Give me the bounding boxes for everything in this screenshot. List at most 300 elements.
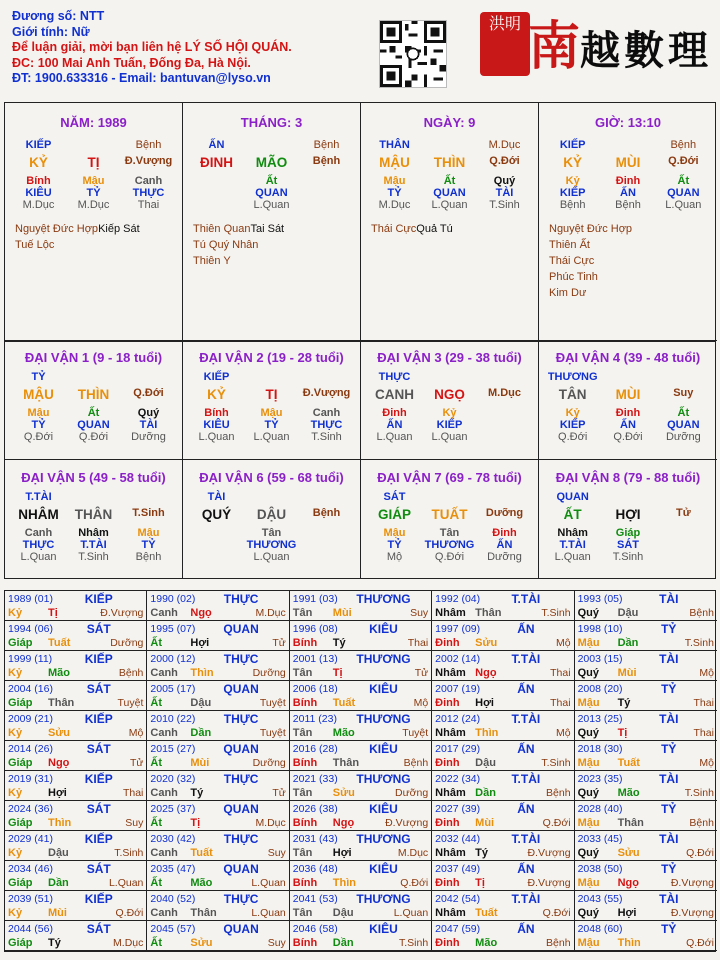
- dai-van-stem-branch: [367, 507, 532, 522]
- annual-phase: L.Quan: [108, 877, 144, 889]
- annual-year: 2040 (52): [150, 893, 196, 905]
- pillar-row-god: THÂN M.Dục: [379, 139, 521, 151]
- dai-van-value: QUAN: [556, 491, 589, 503]
- annual-ten-god: TỶ: [661, 622, 677, 636]
- pillar-row-phases: M.Dục M.Dục Thai: [22, 199, 160, 211]
- annual-branch: Hợi: [48, 787, 67, 799]
- dai-van-value: L.Quan: [376, 431, 413, 443]
- annual-year: 2028 (40): [577, 803, 623, 815]
- annual-year: 1993 (05): [577, 593, 623, 605]
- annual-stem: Bính: [292, 757, 318, 769]
- annual-branch: Tý: [332, 637, 346, 649]
- annual-phase: Mộ: [699, 757, 714, 769]
- dai-van-phases: [367, 551, 532, 563]
- annual-branch: Mùi: [190, 757, 210, 769]
- dai-van-value: T.Sinh: [311, 431, 342, 443]
- annual-branch: Ngọ: [617, 877, 639, 889]
- annual-phase: Đ.Vượng: [385, 817, 429, 829]
- annual-year: 2014 (26): [8, 743, 53, 755]
- annual-year: 2001 (13): [292, 653, 338, 665]
- annual-phase: Mộ: [413, 697, 429, 709]
- annual-ten-god: SÁT: [86, 622, 111, 636]
- dai-van-value: TÀI: [207, 491, 226, 503]
- dai-van-value: [299, 551, 354, 563]
- pillar-title: NGÀY: 9: [423, 115, 476, 130]
- dai-van-god: [545, 371, 711, 383]
- annual-ten-god: T.TÀI: [511, 712, 541, 726]
- annual-year: 2039 (51): [8, 893, 53, 905]
- annual-cell: [290, 651, 432, 681]
- annual-stem: Mậu: [577, 877, 600, 889]
- dai-van-value: ẤN: [386, 419, 403, 431]
- pillar-row-hidden: Ất: [265, 175, 278, 187]
- annual-year: 2031 (43): [292, 833, 338, 845]
- annual-stem: Ất: [150, 637, 162, 649]
- annual-cell: [290, 711, 432, 741]
- annual-year: 2013 (25): [577, 713, 623, 725]
- annual-year: 2008 (20): [577, 683, 623, 695]
- annual-ten-god: QUAN: [223, 622, 259, 636]
- dai-van-value: TỶ: [141, 539, 156, 551]
- annual-phase: Tử: [272, 637, 286, 649]
- annual-phase: Dưỡng: [252, 667, 286, 679]
- annual-branch: Dần: [475, 787, 496, 799]
- annual-ten-god: THỰC: [223, 712, 259, 726]
- annual-cell: [5, 861, 147, 891]
- dai-van-value: [189, 539, 244, 551]
- annual-stem: Nhâm: [435, 787, 466, 799]
- annual-year: 2020 (32): [150, 773, 196, 785]
- annual-cell: [575, 921, 717, 951]
- dai-van-value: L.Quan: [20, 551, 57, 563]
- annual-year: 2044 (56): [8, 923, 53, 935]
- dai-van-value: Q.Đới: [558, 431, 588, 443]
- dai-van-value: Q.Đới: [23, 431, 54, 443]
- annual-ten-god: THƯƠNG: [356, 772, 411, 786]
- dai-van-value: ẤN: [620, 419, 636, 431]
- dai-van-value: [189, 527, 244, 539]
- logo-first-char: 南: [528, 16, 585, 77]
- pillar-row-stem-branch: ĐINH MÃO Bệnh: [200, 155, 341, 170]
- dai-van-value: [656, 551, 711, 563]
- dai-van-value: L.Quan: [198, 431, 235, 443]
- dai-van-value: Quý: [137, 407, 160, 419]
- annual-branch: Sửu: [190, 937, 213, 949]
- annual-stem: Canh: [150, 847, 178, 859]
- annual-ten-god: KIẾP: [84, 892, 113, 906]
- annual-branch: Sửu: [48, 727, 71, 739]
- dai-van-value: THỰC: [22, 539, 55, 551]
- annual-phase: T.Sinh: [398, 937, 429, 949]
- dai-van-value: SÁT: [616, 539, 639, 551]
- annual-branch: Tị: [617, 727, 628, 739]
- annual-year: 1998 (10): [577, 623, 623, 635]
- annual-ten-god: KIẾP: [84, 772, 113, 786]
- pillar-row-hidden-gods: KIẾP ẤN QUAN: [559, 187, 700, 199]
- annual-cell: [5, 891, 147, 921]
- annual-cell: [147, 741, 289, 771]
- annual-stem: Ất: [150, 937, 162, 949]
- annual-stem: Ất: [150, 817, 162, 829]
- dai-van-value: Dưỡng: [131, 431, 166, 443]
- annual-cell: [290, 921, 432, 951]
- dai-van-value: Ất: [87, 407, 100, 419]
- annual-phase: Suy: [267, 847, 286, 859]
- dai-van-phases: [11, 551, 176, 563]
- dai-van-value: T.TÀI: [559, 539, 586, 551]
- annual-stem: Tân: [292, 727, 313, 739]
- annual-year: 2022 (34): [435, 773, 481, 785]
- annual-year: 2006 (18): [292, 683, 338, 695]
- annual-phase: T.Sinh: [684, 787, 714, 799]
- annual-stem: Ất: [150, 697, 162, 709]
- annual-cell: [147, 711, 289, 741]
- dai-van-value: T.Sinh: [612, 551, 644, 563]
- dai-van-value: Nhâm: [78, 527, 109, 539]
- annual-phase: Đ.Vượng: [670, 907, 714, 919]
- annual-branch: Ngọ: [332, 817, 355, 829]
- dai-van-value: Tân: [439, 527, 460, 539]
- annual-year: 1991 (03): [292, 593, 338, 605]
- dai-van-god: [189, 371, 354, 383]
- annual-cell: [290, 891, 432, 921]
- annual-phase: Q.Đới: [542, 817, 571, 829]
- annual-stem: Quý: [577, 667, 599, 679]
- annual-branch: Mão: [332, 727, 355, 739]
- annual-stem: Giáp: [8, 937, 33, 949]
- annual-year: 2029 (41): [8, 833, 53, 845]
- dai-van-hidden: [545, 407, 711, 419]
- annual-ten-god: T.TÀI: [511, 652, 541, 666]
- dai-van-value: HỢI: [615, 507, 641, 522]
- dai-van-value: [477, 431, 532, 443]
- annual-cell: [575, 621, 717, 651]
- brand-logo: [528, 4, 712, 79]
- dai-van-hidden: [545, 527, 711, 539]
- annual-year: 1994 (06): [8, 623, 53, 635]
- annual-stem: Quý: [577, 787, 599, 799]
- annual-phase: Thai: [407, 637, 429, 649]
- annual-phase: Q.Đới: [115, 907, 144, 919]
- annual-year: 2026 (38): [292, 803, 338, 815]
- annual-phase: Mộ: [699, 667, 714, 679]
- dai-van-value: L.Quan: [253, 431, 290, 443]
- annual-phase: Q.Đới: [542, 907, 571, 919]
- annual-cell: [290, 831, 432, 861]
- dai-van-value: KIẾP: [436, 419, 463, 431]
- annual-branch: Tị: [190, 817, 201, 829]
- annual-year: 1992 (04): [435, 593, 481, 605]
- annual-cell: [5, 651, 147, 681]
- annual-stem: Mậu: [577, 817, 600, 829]
- annual-stem: Tân: [292, 907, 313, 919]
- pillar-row-hidden: Bính Mậu Canh: [26, 175, 163, 187]
- annual-cell: [575, 831, 717, 861]
- annual-cell: [5, 771, 147, 801]
- pillar-row-god: KIẾP Bệnh: [25, 139, 162, 151]
- annual-phase: Bệnh: [546, 937, 571, 949]
- dai-van-value: Canh: [312, 407, 341, 419]
- qr-code[interactable]: [379, 20, 447, 88]
- owner-gender: Giới tính: Nữ: [12, 24, 90, 39]
- annual-year: 1989 (01): [8, 593, 53, 605]
- annual-phase: Đ.Vượng: [670, 877, 714, 889]
- annual-phase: Dưỡng: [110, 637, 144, 649]
- annual-ten-god: SÁT: [86, 682, 111, 696]
- annual-ten-god: KIẾP: [84, 592, 113, 606]
- annual-branch: Dần: [332, 937, 354, 949]
- pillar-title: THÁNG: 3: [240, 115, 303, 130]
- annual-branch: Dậu: [332, 907, 354, 919]
- annual-year: 2009 (21): [8, 713, 53, 725]
- annual-cell: [432, 921, 574, 951]
- annual-ten-god: TÀI: [659, 652, 679, 666]
- annual-branch: Hợi: [475, 697, 494, 709]
- dai-van-hidden-gods: [545, 419, 711, 431]
- dai-van-value: Mậu: [383, 527, 406, 539]
- annual-branch: Hợi: [617, 907, 637, 919]
- annual-ten-god: QUAN: [223, 862, 259, 876]
- annual-branch: Thân: [48, 697, 75, 709]
- annual-cell: [432, 861, 574, 891]
- dai-van-value: M.Dục: [488, 387, 521, 399]
- annual-branch: Tuất: [48, 637, 71, 649]
- dai-van-title: ĐẠI VẬN 3 (29 - 38 tuổi): [377, 350, 522, 365]
- dai-van-stem-branch: [11, 387, 176, 402]
- annual-year: 2023 (35): [577, 773, 623, 785]
- annual-year: 2010 (22): [150, 713, 196, 725]
- dai-van-hidden: [189, 527, 354, 539]
- dai-van-value: Q.Đới: [133, 387, 164, 399]
- annual-phase: Suy: [267, 937, 286, 949]
- annual-year: 1996 (08): [292, 623, 338, 635]
- pillar-title: NĂM: 1989: [60, 115, 127, 130]
- annual-phase: Q.Đới: [400, 877, 429, 889]
- dai-van-phases: [545, 551, 711, 563]
- annual-branch: Mão: [48, 667, 70, 679]
- annual-stem: Nhâm: [435, 727, 466, 739]
- annual-year: 2016 (28): [292, 743, 338, 755]
- annual-cell: [432, 651, 574, 681]
- logo-rest: 越數理: [580, 27, 713, 74]
- annual-stem: Mậu: [577, 697, 600, 709]
- dai-van-value: [299, 527, 354, 539]
- dai-van-value: GIÁP: [377, 507, 411, 522]
- annual-phase: Thai: [550, 697, 571, 709]
- annual-branch: Tuất: [475, 907, 498, 919]
- annual-stem: Tân: [292, 607, 313, 619]
- annual-year: 2024 (36): [8, 803, 53, 815]
- annual-stem: Bính: [292, 817, 318, 829]
- pillar-row-stem-branch: KỶ TỊ Đ.Vượng: [29, 155, 173, 170]
- annual-branch: Thìn: [475, 727, 499, 739]
- dai-van-value: T.TÀI: [25, 491, 52, 503]
- dai-van-value: TỶ: [31, 419, 46, 431]
- annual-phase: Tuyệt: [259, 727, 286, 739]
- dai-van-value: KIẾP: [203, 371, 230, 383]
- annual-year: 2025 (37): [150, 803, 196, 815]
- annual-stem: Mậu: [577, 637, 600, 649]
- annual-stem: Ất: [150, 757, 162, 769]
- pillar-hour: [539, 103, 717, 341]
- annual-ten-god: KIÊU: [369, 682, 398, 696]
- annual-phase: Suy: [125, 817, 144, 829]
- annual-ten-god: THƯƠNG: [356, 832, 411, 846]
- annual-ten-god: THỰC: [223, 772, 259, 786]
- annual-year: 2019 (31): [8, 773, 53, 785]
- annual-phase: Mộ: [128, 727, 144, 739]
- dai-van-stem-branch: [545, 387, 711, 402]
- annual-ten-god: ẤN: [517, 622, 535, 636]
- dai-van-value: Q.Đới: [613, 431, 643, 443]
- dai-van-value: NGỌ: [434, 387, 465, 402]
- annual-year: 2030 (42): [150, 833, 196, 845]
- dai-van-6: [183, 460, 361, 578]
- annual-cell: [147, 801, 289, 831]
- annual-branch: Dậu: [190, 697, 212, 709]
- annual-phase: Mộ: [555, 727, 571, 739]
- pillar-row-hidden: Kỷ Đinh Ất: [565, 175, 690, 187]
- annual-year: 2018 (30): [577, 743, 623, 755]
- dai-van-3: [361, 340, 539, 460]
- annual-branch: Ngọ: [475, 667, 497, 679]
- annual-ten-god: QUAN: [223, 802, 259, 816]
- annual-year: 2036 (48): [292, 863, 338, 875]
- dai-van-value: Bệnh: [135, 551, 162, 563]
- dai-van-value: TỶ: [387, 539, 402, 551]
- annual-year: 2015 (27): [150, 743, 196, 755]
- dai-van-value: TUẤT: [431, 507, 468, 522]
- owner-info: [12, 9, 292, 87]
- dai-van-hidden-gods: [11, 419, 176, 431]
- annual-cell: [5, 711, 147, 741]
- header: [0, 0, 720, 98]
- dai-van-value: THỰC: [310, 419, 343, 431]
- owner-name: Đương số: NTT: [12, 9, 105, 23]
- dai-van-value: QUAN: [77, 419, 110, 431]
- annual-ten-god: TÀI: [659, 892, 679, 906]
- annual-ten-god: KIẾP: [84, 712, 113, 726]
- dai-van-phases: [189, 551, 354, 563]
- dai-van-value: Ất: [677, 407, 690, 419]
- annual-stem: Đinh: [435, 817, 460, 829]
- annual-branch: Mùi: [48, 907, 67, 919]
- annual-branch: Dần: [48, 877, 69, 889]
- dai-van-value: THÌN: [77, 387, 110, 402]
- annual-phase: Tử: [129, 757, 144, 769]
- annual-branch: Mùi: [475, 817, 495, 829]
- annual-stem: Kỷ: [8, 847, 23, 859]
- annual-luck-table: [4, 590, 716, 952]
- dai-van-god: [11, 491, 176, 503]
- annual-branch: Dần: [190, 727, 212, 739]
- annual-cell: [432, 771, 574, 801]
- dai-van-value: THÂN: [74, 507, 113, 522]
- annual-ten-god: ẤN: [517, 922, 535, 936]
- annual-branch: Sửu: [617, 847, 640, 859]
- contact-invite: Để luận giải, mời bạn liên hệ LÝ SỐ HỘI QUÁN.: [12, 40, 292, 54]
- dai-van-value: DẬU: [256, 507, 287, 522]
- dai-van-value: L.Quan: [554, 551, 591, 563]
- annual-ten-god: ẤN: [517, 862, 535, 876]
- annual-phase: Q.Đới: [686, 937, 714, 949]
- dai-van-value: [477, 407, 532, 419]
- annual-cell: [147, 651, 289, 681]
- annual-phase: Dưỡng: [252, 757, 286, 769]
- annual-year: 2032 (44): [435, 833, 481, 845]
- annual-stem: Quý: [577, 727, 599, 739]
- pillar-row-phases: Bệnh Bệnh L.Quan: [559, 199, 702, 211]
- annual-ten-god: QUAN: [223, 742, 259, 756]
- annual-branch: Tý: [190, 787, 204, 799]
- annual-cell: [290, 591, 432, 621]
- annual-year: 2004 (16): [8, 683, 53, 695]
- pillar-day: [361, 103, 539, 341]
- annual-stem: Tân: [292, 667, 313, 679]
- annual-phase: T.Sinh: [541, 757, 571, 769]
- dai-van-value: Mậu: [260, 407, 283, 419]
- annual-cell: [147, 621, 289, 651]
- dai-van-value: TÀI: [139, 419, 158, 431]
- annual-phase: Đ.Vượng: [527, 877, 571, 889]
- annual-ten-god: TỶ: [661, 862, 677, 876]
- annual-cell: [147, 831, 289, 861]
- annual-cell: [290, 801, 432, 831]
- annual-branch: Tị: [332, 667, 343, 679]
- annual-branch: Tuất: [617, 757, 640, 769]
- pillar-row-phases: M.Dục L.Quan T.Sinh: [378, 199, 520, 211]
- dai-van-hidden-gods: [189, 419, 354, 431]
- dai-van-value: TỶ: [264, 419, 279, 431]
- annual-stem: Canh: [150, 727, 178, 739]
- pillar-year: [5, 103, 183, 341]
- dai-van-hidden: [189, 407, 354, 419]
- dai-van-stem-branch: [189, 387, 354, 402]
- annual-year: 2000 (12): [150, 653, 196, 665]
- pillar-row-stem-branch: MẬU THÌN Q.Đới: [379, 155, 520, 170]
- dai-van-value: Kỷ: [442, 407, 457, 419]
- annual-year: 2003 (15): [577, 653, 623, 665]
- annual-ten-god: THƯƠNG: [356, 652, 411, 666]
- dai-van-value: Mậu: [27, 407, 50, 419]
- annual-stem: Ất: [150, 877, 162, 889]
- annual-stem: Đinh: [435, 637, 460, 649]
- annual-cell: [575, 711, 717, 741]
- dai-van-hidden: [11, 407, 176, 419]
- annual-stem: Giáp: [8, 877, 33, 889]
- annual-ten-god: QUAN: [223, 682, 259, 696]
- annual-stem: Nhâm: [435, 907, 466, 919]
- annual-phase: M.Dục: [255, 817, 286, 829]
- pillar-title: GIỜ: 13:10: [594, 115, 661, 130]
- annual-cell: [432, 801, 574, 831]
- pillar-row-hidden-gods: KIÊU TỶ THỰC: [25, 187, 165, 199]
- seal-text: 洪明: [488, 14, 521, 33]
- annual-year: 1995 (07): [150, 623, 196, 635]
- dai-van-stem-branch: [189, 507, 354, 522]
- annual-branch: Thân: [190, 907, 217, 919]
- annual-branch: Mùi: [617, 667, 637, 679]
- annual-ten-god: T.TÀI: [511, 772, 541, 786]
- annual-cell: [5, 681, 147, 711]
- dai-van-value: THƯƠNG: [424, 539, 475, 551]
- annual-phase: Đ.Vượng: [527, 847, 571, 859]
- dai-van-8: [539, 460, 717, 578]
- annual-ten-god: THỰC: [223, 892, 259, 906]
- annual-stem: Quý: [577, 607, 599, 619]
- annual-phase: Dưỡng: [394, 787, 429, 799]
- annual-branch: Thân: [332, 757, 360, 769]
